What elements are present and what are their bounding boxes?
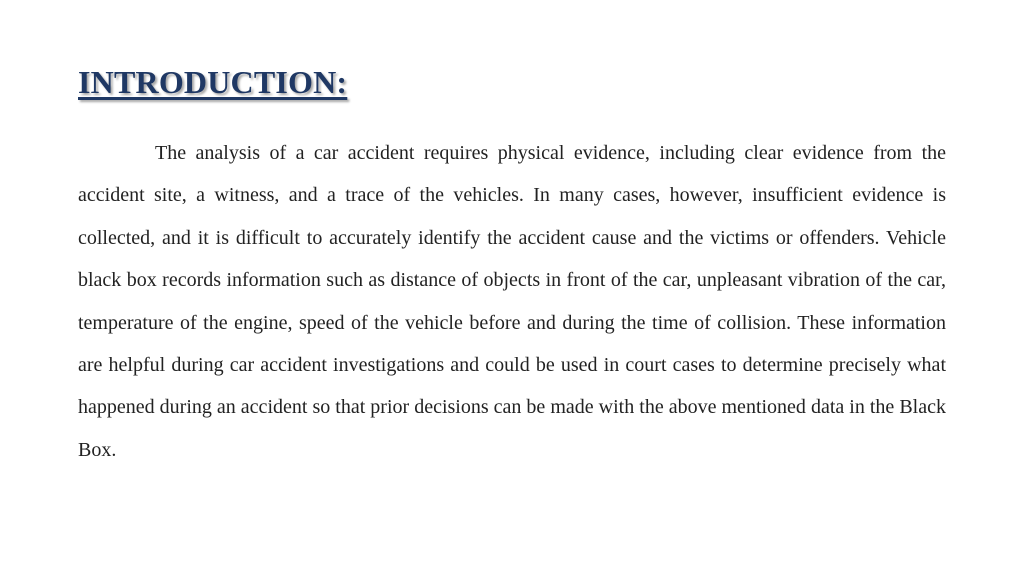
- slide-title: INTRODUCTION:: [78, 64, 348, 100]
- intro-paragraph: The analysis of a car accident requires physical evidence, including clear evidence from the accident site, a witness, and a trace of the vehicles. In many cases, however, insufficient evidence is collected, and it is difficult to accurately identify the accident cause and the victims or offenders. Vehicle black box records information such as distance of objects in front of the car, unpleasant vibration of the car, temperature of the engine, speed of the vehicle before and during the time of collision. These information are helpful during car accident investigations and could be used in court cases to determine precisely what happened during an accident so that prior decisions can be made with the above mentioned data in the Black Box.: [78, 142, 946, 461]
